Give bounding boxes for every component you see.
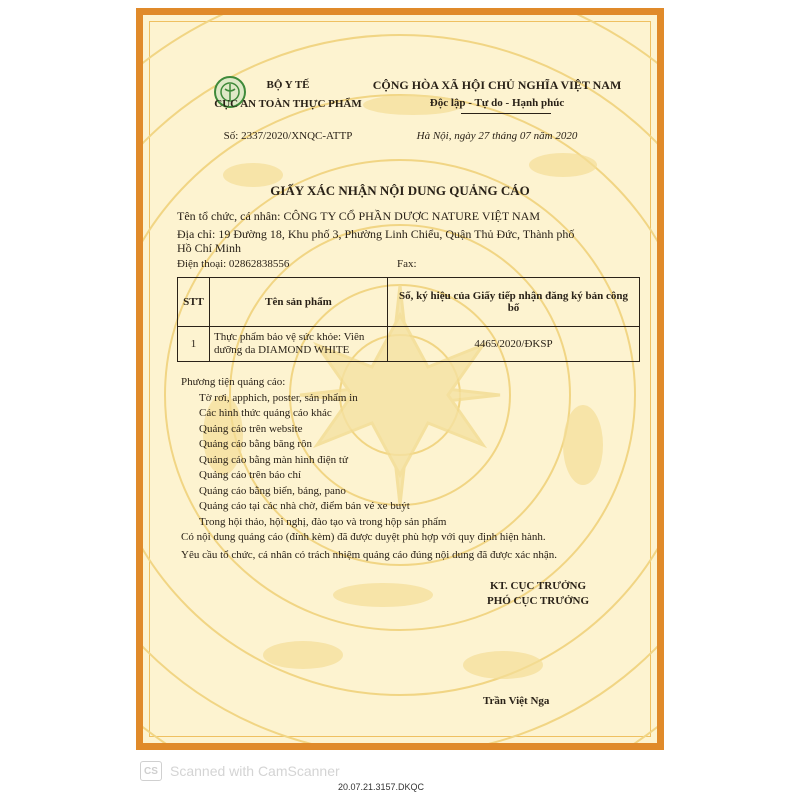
org-phone: Điện thoại: 02862838556 — [177, 258, 290, 270]
list-item: Quảng cáo bằng băng rôn — [199, 438, 313, 450]
document-frame — [136, 8, 664, 750]
product-table — [177, 277, 640, 362]
signer-role-2: PHÓ CỤC TRƯỞNG — [486, 595, 590, 607]
signer-name: Trần Việt Nga — [483, 695, 550, 707]
scanner-text: Scanned with CamScanner — [170, 763, 340, 779]
motto-underline — [461, 113, 551, 114]
table-header-row — [178, 278, 640, 327]
national-motto: Độc lập - Tự do - Hạnh phúc — [429, 97, 565, 109]
department-name: CỤC AN TOÀN THỰC PHẨM — [214, 98, 362, 110]
row-stt: 1 — [178, 327, 210, 362]
document-content — [143, 15, 657, 743]
scanner-watermark — [140, 760, 340, 782]
row-product: Thực phẩm bảo vệ sức khỏe: Viên dưỡng da DIAMOND WHITE — [210, 327, 388, 362]
signer-role-1: KT. CỤC TRƯỞNG — [489, 580, 587, 592]
approval-statement: Có nội dung quảng cáo (đính kèm) đã được duyệt phù hợp với quy định hiện hành. — [181, 531, 546, 543]
document-number: Số: 2337/2020/XNQC-ATTP — [223, 130, 353, 142]
list-item: Trong hội thảo, hội nghị, đào tạo và trong hộp sản phẩm — [199, 515, 447, 528]
org-address-line1: Địa chỉ: 19 Đường 18, Khu phố 3, Phường Linh Chiểu, Quận Thủ Đức, Thành phố — [177, 227, 575, 241]
list-item: Các hình thức quảng cáo khác — [199, 407, 332, 419]
header-registration: Số, ký hiệu của Giấy tiếp nhận đăng ký bản công bố — [388, 278, 640, 327]
document-title: GIẤY XÁC NHẬN NỘI DUNG QUẢNG CÁO — [270, 183, 530, 198]
row-registration-number: 4465/2020/ĐKSP — [388, 327, 640, 362]
list-item: Quảng cáo bằng biển, bảng, pano — [199, 484, 346, 497]
media-section — [181, 375, 641, 530]
republic-name: CỘNG HÒA XÃ HỘI CHỦ NGHĨA VIỆT NAM — [372, 78, 622, 92]
org-fax: Fax: — [397, 258, 417, 270]
document-code: 20.07.21.3157.DKQC — [338, 782, 425, 792]
list-item: Quảng cáo tại các nhà chờ, điểm bán vé xe buýt — [199, 500, 410, 512]
header-stt: STT — [178, 278, 210, 327]
place-date: Hà Nội, ngày 27 tháng 07 năm 2020 — [416, 130, 578, 142]
header-product: Tên sản phẩm — [210, 278, 388, 327]
camscanner-icon: CS — [140, 761, 162, 781]
list-item: Quảng cáo trên website — [199, 422, 303, 435]
org-address-line2: Hồ Chí Minh — [177, 241, 242, 255]
list-item: Quảng cáo trên báo chí — [199, 469, 302, 481]
list-item: Tờ rơi, apphich, poster, sản phẩm in — [199, 391, 358, 404]
list-item: Quảng cáo bằng màn hình điện tử — [199, 453, 348, 466]
ministry-name: BỘ Y TẾ — [266, 79, 310, 91]
media-heading: Phương tiện quảng cáo: — [181, 376, 286, 388]
org-name: Tên tổ chức, cá nhân: CÔNG TY CỔ PHẦN DƯỢC NATURE VIỆT NAM — [177, 209, 541, 223]
table-row — [178, 327, 640, 362]
responsibility-statement: Yêu cầu tổ chức, cá nhân có trách nhiệm quảng cáo đúng nội dung đã được xác nhận. — [181, 549, 558, 561]
